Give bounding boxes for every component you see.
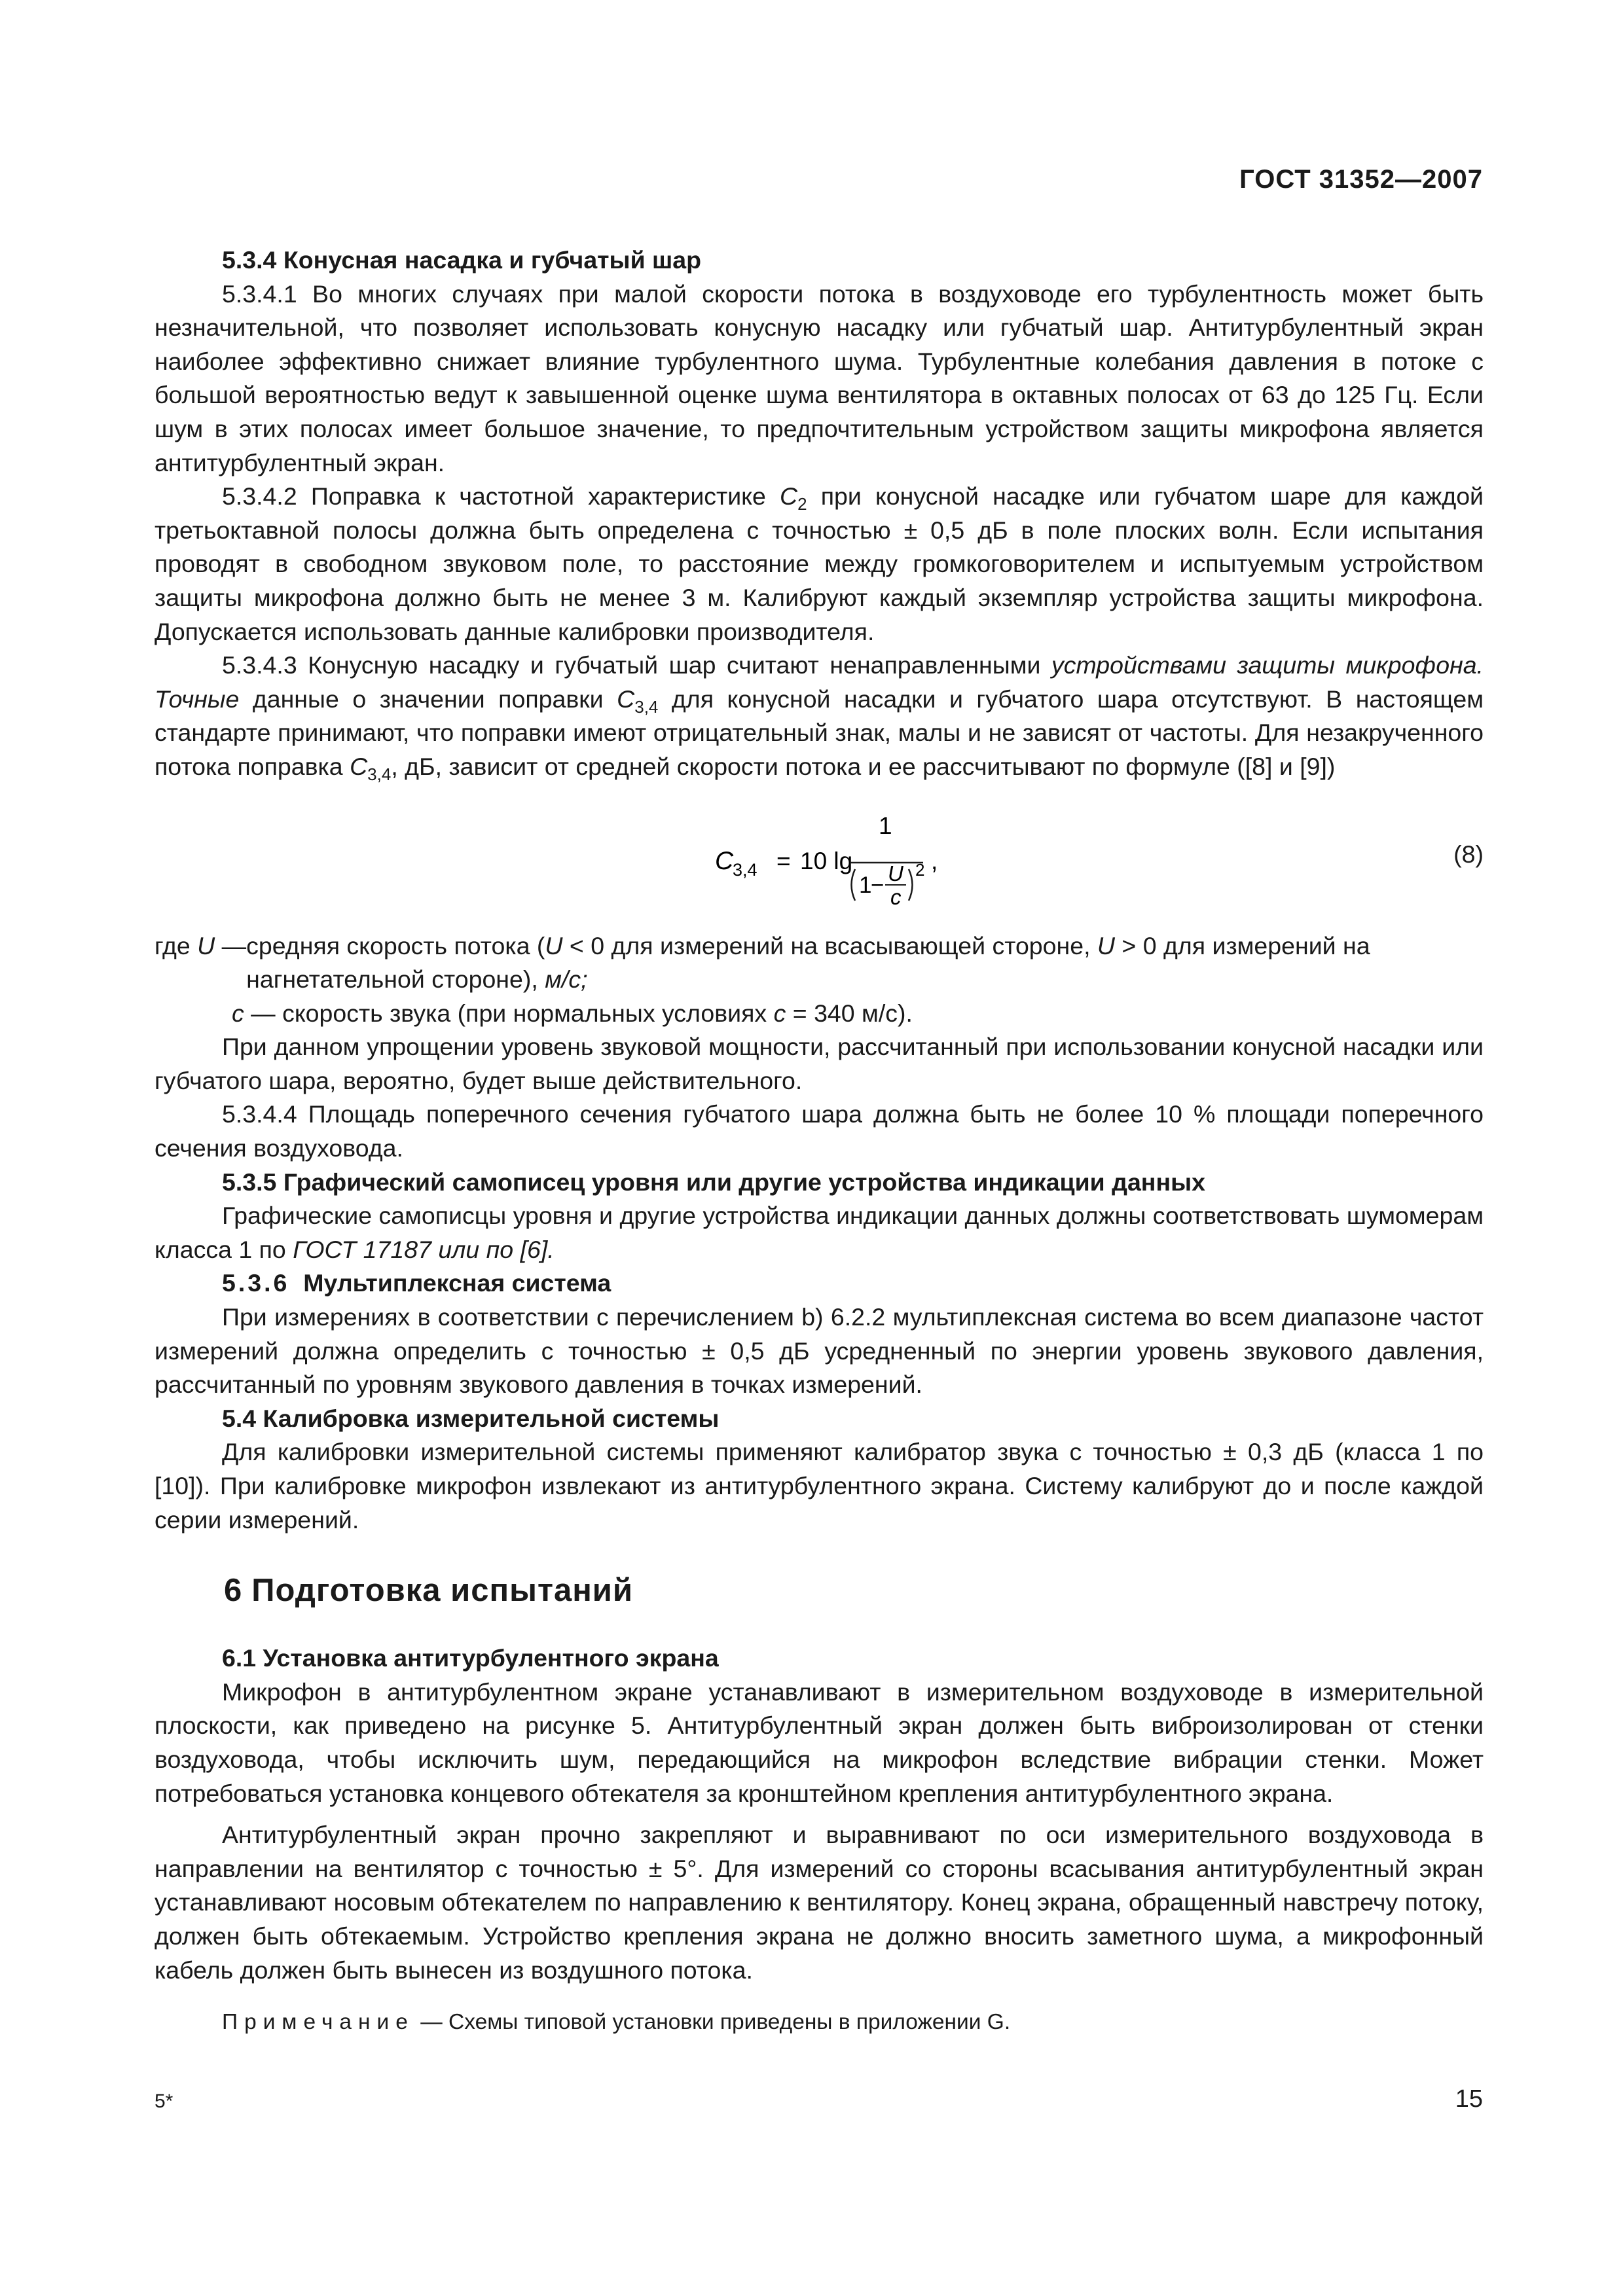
paragraph-5-3-4-4: 5.3.4.4 Площадь поперечного сечения губчатого шара должна быть не более 10 % площади поперечного сечения воздуховода.	[155, 1100, 1484, 1162]
formula-u: U	[888, 861, 903, 886]
text-run: > 0 для измерений на нагнетательной стороне),	[246, 931, 1370, 994]
text-run: 5.3.4.2 Поправка к частотной характеристике	[222, 482, 780, 511]
symbol-c: с	[773, 999, 786, 1027]
subscript: 3,4	[634, 696, 659, 717]
text-run: данные о значении поправки	[239, 685, 617, 713]
text-run: — скорость звука (при нормальных условиях	[244, 999, 774, 1027]
symbol-u: U	[197, 931, 215, 960]
text-run: средняя скорость потока (	[246, 931, 545, 960]
document-id-header: ГОСТ 31352—2007	[1239, 165, 1483, 194]
section-number: 6	[224, 1573, 243, 1609]
heading-number: 5.3.6	[222, 1269, 290, 1297]
heading-5-3-5: 5.3.5 Графический самописец уровня или другие устройства индикации данных	[222, 1168, 1205, 1196]
text-run: где	[155, 931, 198, 960]
formula-equals: =	[776, 847, 791, 874]
formula-numerator: 1	[879, 812, 892, 839]
formula-lhs-symbol: C	[715, 846, 734, 875]
symbol-c: C	[780, 482, 798, 511]
right-paren	[909, 869, 913, 901]
paragraph-5-3-4-2	[155, 480, 1484, 649]
footer-sheet-mark: 5*	[155, 2090, 173, 2112]
note-text: — Схемы типовой установки приведены в приложении G.	[414, 2010, 1011, 2035]
symbol-c: C	[350, 752, 368, 780]
paragraph-simplification: При данном упрощении уровень звуковой мощности, рассчитанный при использовании конусной насадки или губчатого шара, вероятно, будет выше действительного.	[155, 1033, 1484, 1094]
note	[155, 2005, 1484, 2039]
symbol-c: с	[232, 999, 244, 1027]
where-u-text	[246, 929, 1484, 997]
formula-c: c	[890, 884, 902, 907]
where-list	[155, 929, 1484, 1031]
page-content	[155, 243, 1484, 2039]
page-number: 15	[1455, 2085, 1483, 2113]
paragraph-5-3-5	[155, 1199, 1484, 1266]
formula-minus: −	[871, 872, 884, 898]
text-run: = 340 м/с).	[786, 999, 913, 1027]
italic-run: ГОСТ 17187 или по [6].	[293, 1235, 555, 1263]
text-run: , дБ, зависит от средней скорости потока и ее рассчитывают по формуле ([8] и [9])	[391, 752, 1336, 780]
section-6-title	[155, 1571, 1484, 1610]
paragraph-5-3-4-3	[155, 649, 1484, 783]
heading-text: Мультиплексная система	[303, 1269, 611, 1297]
paragraph-5-3-6: При измерениях в соответствии с перечислением b) 6.2.2 мультиплексная система во всем диапазоне частот измерений должна определить с точностью ± 0,5 дБ усредненный по энергии уровень звукового давления, рассчитанный по уровням звукового давления в точках измерений.	[155, 1303, 1484, 1399]
symbol-u: U	[545, 931, 563, 960]
section-title-text: Подготовка испытаний	[251, 1573, 634, 1609]
subscript: 3,4	[367, 764, 392, 784]
formula-exponent: 2	[915, 859, 925, 880]
where-item-u	[155, 929, 1484, 997]
note-label: Примечание	[222, 2010, 414, 2035]
where-label	[155, 929, 246, 997]
text-run: для конусной насадки и губчатого шара отсутствуют. В настоящем стандарте принимают, что поправки имеют отрицательный знак, малы и не зависят от частоты. Для незакрученного потока поправка	[155, 685, 1484, 780]
text-run: Графические самописцы уровня и другие устройства индикации данных должны соответствовать шумомерам класса 1 по	[155, 1202, 1484, 1263]
text-run: < 0 для измерений на всасывающей стороне,	[562, 931, 1097, 960]
paragraph-6-1-1: Микрофон в антитурбулентном экране устанавливают в измерительном воздуховоде в измерительной плоскости, как приведено на рисунке 5. Антитурбулентный экран должен быть виброизолирован от стенки воздуховода, чтобы исключить шум, передающийся на микрофон вследствие вибрации стенки. Может потребоваться установка концевого обтекателя за кронштейном крепления антитурбулентного экрана.	[155, 1677, 1484, 1807]
units: м/с;	[545, 965, 588, 994]
where-item-c	[155, 997, 1484, 1031]
paragraph-6-1-2: Антитурбулентный экран прочно закрепляют и выравнивают по оси измерительного воздуховода в направлении на вентилятор с точностью ± 5°. Для измерений со стороны всасывания антитурбулентный экран устанавливают носовым обтекателем по направлению к вентилятору. Конец экрана, обращенный навстречу потоку, должен быть обтекаемым. Устройство крепления экрана не должно вносить заметного шума, а микрофонный кабель должен быть вынесен из воздушного потока.	[155, 1821, 1484, 1984]
formula-expression	[715, 808, 1108, 907]
heading-6-1: 6.1 Установка антитурбулентного экрана	[222, 1644, 719, 1672]
formula-one: 1	[859, 872, 872, 898]
formula-lhs-subscript: 3,4	[733, 859, 757, 880]
paragraph-5-3-4-1: 5.3.4.1 Во многих случаях при малой скорости потока в воздуховоде его турбулентность может быть незначительной, что позволяет использовать конусную насадку или губчатый шар. Антитурбулентный экран наиболее эффективно снижает влияние турбулентного шума. Турбулентные колебания давления в потоке с большой вероятностью ведут к завышенной оценке шума вентилятора в октавных полосах от 63 до 125 Гц. Если шум в этих полосах имеет большое значение, то предпочтительным устройством защиты микрофона является антитурбулентный экран.	[155, 279, 1484, 476]
heading-5-3-4: 5.3.4 Конусная насадка и губчатый шар	[222, 246, 702, 274]
italic-run: устройствами защиты микрофона. Точные	[155, 651, 1484, 713]
spacer	[155, 1610, 1484, 1641]
symbol-u: U	[1097, 931, 1116, 960]
formula-8	[155, 808, 1484, 907]
heading-5-4: 5.4 Калибровка измерительной системы	[222, 1404, 720, 1432]
heading-5-3-6	[155, 1266, 1484, 1300]
formula-comma: ,	[931, 847, 938, 874]
subscript: 2	[797, 494, 807, 514]
paragraph-5-4: Для калибровки измерительной системы применяют калибратор звука с точностью ± 0,3 дБ (класса 1 по [10]). При калибровке микрофон извлекают из антитурбулентного экрана. Систему калибруют до и после каждой серии измерений.	[155, 1438, 1484, 1534]
text-run: —	[215, 931, 247, 960]
equation-number: (8)	[1453, 840, 1484, 868]
symbol-c: C	[617, 685, 635, 713]
formula-svg	[715, 808, 1108, 907]
text-run: 5.3.4.3 Конусную насадку и губчатый шар считают ненаправленными	[222, 651, 1051, 679]
text-run: при конусной насадке или губчатом шаре для каждой третьоктавной полосы должна быть определена с точностью ± 0,5 дБ в поле плоских волн. Если испытания проводят в свободном звуковом поле, то расстояние между громкоговорителем и испытуемым устройством защиты микрофона должно быть не менее 3 м. Калибруют каждый экземпляр устройства защиты микрофона. Допускается использовать данные калибровки производителя.	[155, 482, 1484, 645]
formula-coefficient: 10 lg	[800, 847, 853, 874]
